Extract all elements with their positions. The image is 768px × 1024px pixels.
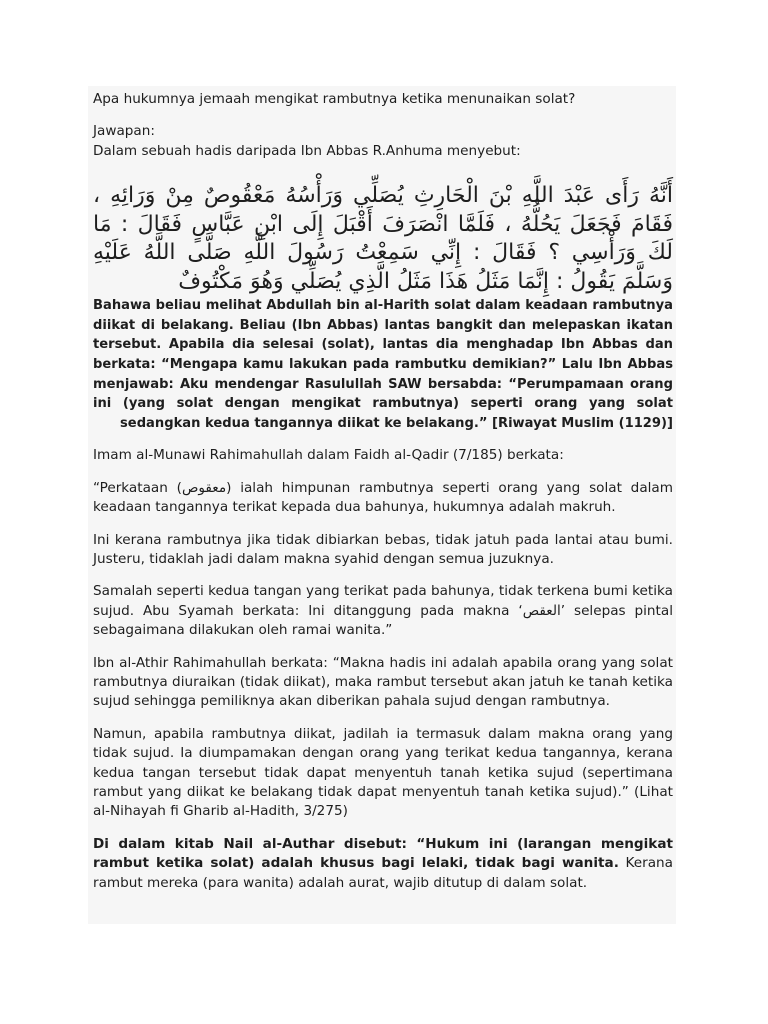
paragraph-munawi: Imam al-Munawi Rahimahullah dalam Faidh al-Qadir (7/185) berkata: <box>93 447 564 464</box>
paragraph-rambut-bebas: Ini kerana rambutnya jika tidak dibiarkan bebas, tidak jatuh pada lantai atau bumi. Justeru, tidaklah jadi dalam makna syahid dengan semua juzuknya. <box>93 531 673 567</box>
document-content <box>93 90 673 893</box>
para4-after: ’ selepas pintal sebagaimana dilakukan oleh ramai wanita.” <box>93 602 673 639</box>
answer-label: Jawapan: <box>93 123 155 140</box>
arabic-term-maqus: معقوص <box>181 479 227 496</box>
paragraph-ibn-athir: Ibn al-Athir Rahimahullah berkata: “Makna hadis ini adalah apabila orang yang solat rambutnya diuraikan (tidak diikat), maka rambut tersebut akan jatuh ke tanah ketika sujud sehingga pemiliknya akan diberikan pahala sujud dengan rambutnya. <box>93 654 673 710</box>
hadith-translation: Bahawa beliau melihat Abdullah bin al-Harith solat dalam keadaan rambutnya diikat di belakang. Beliau (Ibn Abbas) lantas bangkit dan melepaskan ikatan tersebut. Apabila dia selesai (solat), lantas dia menghadap Ibn Abbas dan berkata: “Mengapa kamu lakukan pada rambutku demikian?” Lalu Ibn Abbas menjawab: Aku mendengar Rasulullah SAW bersabda: “Perumpamaan orang ini (yang solat dengan mengikat rambutnya) seperti orang yang solat sedangkan kedua tangannya diikat ke belakang.” [Riwayat Muslim (1129)] <box>93 298 673 431</box>
paragraph-namun: Namun, apabila rambutnya diikat, jadilah ia termasuk dalam makna orang yang tidak sujud. Ia diumpamakan dengan orang yang terikat kedua tangannya, kerana kedua tangan tersebut tidak dapat menyentuh tanah ketika sujud (sepertimana rambut yang diikat ke belakang tidak dapat menyentuh tanah ketika sujud).” (Lihat al-Nihayah fi Gharib al-Hadith, 3/275) <box>93 725 673 820</box>
paragraph-perkataan <box>93 479 673 518</box>
para7-bold: Di dalam kitab Nail al-Authar disebut: “Hukum ini (larangan mengikat rambut ketika solat) adalah khusus bagi lelaki, tidak bagi wanita. <box>93 835 673 872</box>
arabic-term-aqs: العقص <box>522 602 561 619</box>
paragraph-nail-al-authar <box>93 835 673 893</box>
arabic-hadith: أَنَّهُ رَأَى عَبْدَ اللَّهِ بْنَ الْحَارِثِ يُصَلِّي وَرَأْسُهُ مَعْقُوصٌ مِنْ وَرَائِهِ ، فَقَامَ فَجَعَلَ يَحُلُّهُ ، فَلَمَّا انْصَرَفَ أَقْبَلَ إِلَى ابْنِ عَبَّاسٍ فَقَالَ : مَا لَكَ وَرَأْسِي ؟ فَقَالَ : إِنِّي سَمِعْتُ رَسُولَ اللَّهِ صَلَّى اللَّهُ عَلَيْهِ وَسَلَّمَ يَقُولُ : إِنَّمَا مَثَلُ هَذَا مَثَلُ الَّذِي يُصَلِّي وَهُوَ مَكْتُوفٌ <box>93 183 673 294</box>
hadith-intro: Dalam sebuah hadis daripada Ibn Abbas R.Anhuma menyebut: <box>93 142 521 159</box>
para2-before: “Perkataan ( <box>93 479 182 496</box>
para7-rest: Kerana rambut mereka (para wanita) adalah aurat, wajib ditutup di dalam solat. <box>93 855 674 891</box>
para4-before: Samalah seperti kedua tangan yang terikat pada bahunya, tidak terkena bumi ketika sujud. Abu Syamah berkata: Ini ditanggung pada makna ‘ <box>93 583 673 619</box>
document-page <box>88 86 676 924</box>
para2-after: ) ialah himpunan rambutnya seperti orang yang solat dalam keadaan tangannya terikat kepada dua bahunya, hukumnya adalah makruh. <box>93 479 673 516</box>
question-text: Apa hukumnya jemaah mengikat rambutnya ketika menunaikan solat? <box>93 91 576 107</box>
paragraph-abu-syamah <box>93 582 673 640</box>
